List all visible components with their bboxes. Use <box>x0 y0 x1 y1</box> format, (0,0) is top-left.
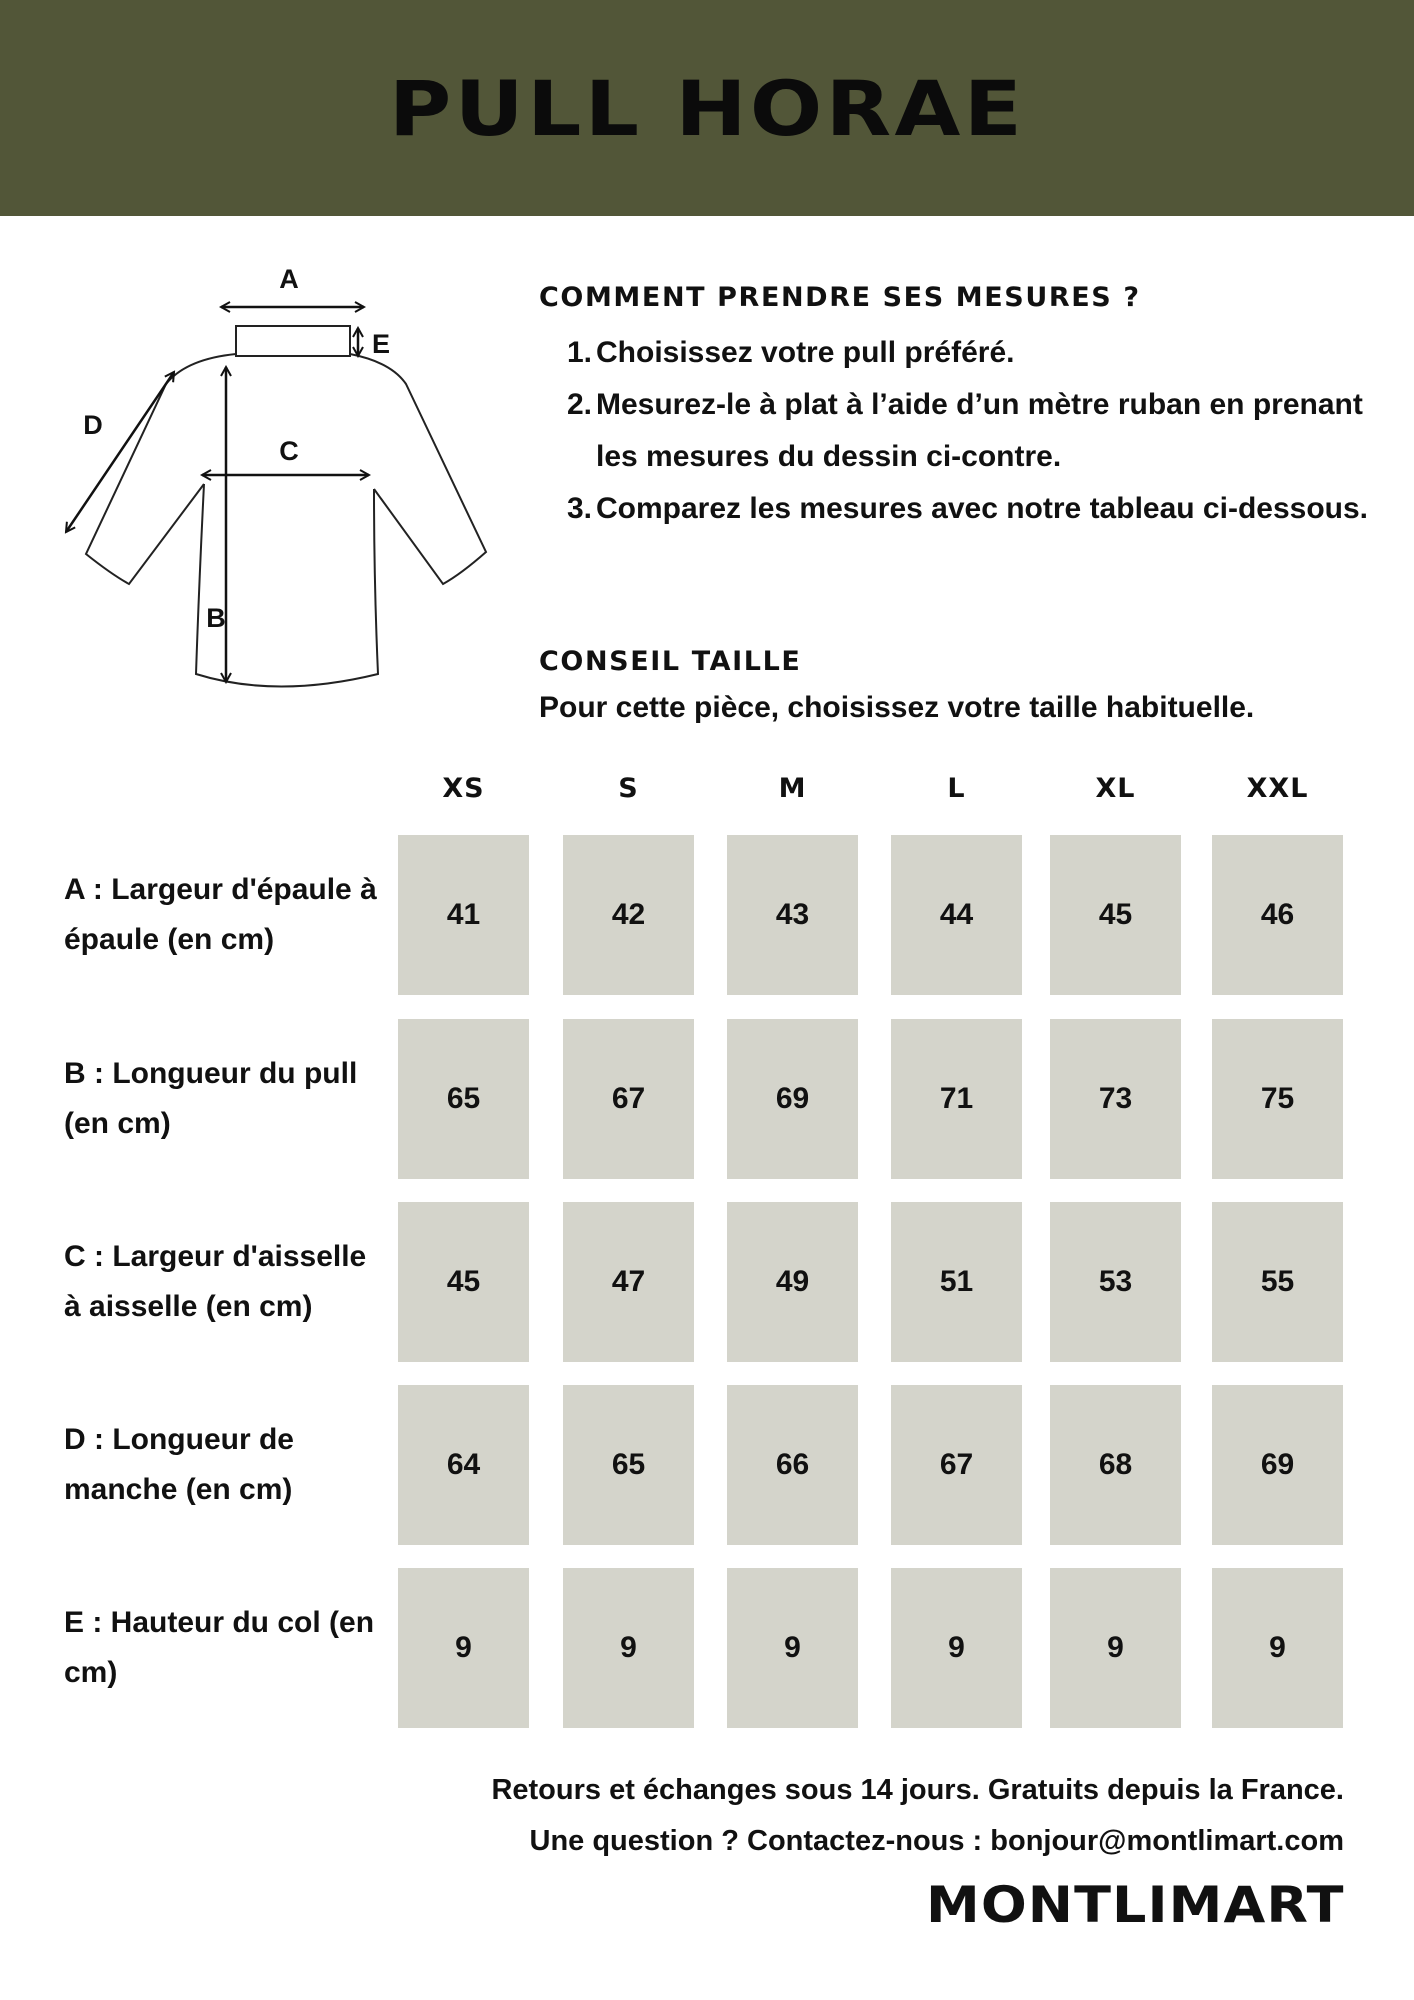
step-number: 1. <box>566 336 592 369</box>
sweater-outline <box>86 326 486 687</box>
instruction-step <box>539 379 1369 483</box>
table-cell: 55 <box>1212 1202 1343 1362</box>
table-cell: 46 <box>1212 835 1343 995</box>
row-label-e: E : Hauteur du col (en cm) <box>64 1606 375 1689</box>
label-a: A <box>279 264 299 294</box>
advice-heading: CONSEIL TAILLE <box>539 646 802 677</box>
step-text: Comparez les mesures avec notre tableau ci-dessous. <box>596 492 1368 525</box>
table-cell: 42 <box>563 835 694 995</box>
table-cell: 68 <box>1050 1385 1181 1545</box>
size-header-l: L <box>947 773 966 804</box>
table-cell: 69 <box>727 1019 858 1179</box>
label-e: E <box>372 329 391 359</box>
table-cell: 64 <box>398 1385 529 1545</box>
instruction-step <box>539 327 1369 379</box>
table-cell: 67 <box>563 1019 694 1179</box>
sweater-diagram <box>56 254 496 704</box>
size-header-xs: XS <box>442 773 485 804</box>
table-cell: 9 <box>563 1568 694 1728</box>
step-text: Mesurez-le à plat à l’aide d’un mètre ruban en prenant les mesures du dessin ci-contre. <box>596 388 1363 473</box>
label-d: D <box>83 410 103 440</box>
size-header-xl: XL <box>1095 773 1136 804</box>
step-number: 2. <box>566 388 592 421</box>
row-label-a: A : Largeur d'épaule à épaule (en cm) <box>64 873 377 956</box>
row-label-b: B : Longueur du pull (en cm) <box>64 1057 358 1140</box>
size-advice <box>539 646 1369 725</box>
table-cell: 44 <box>891 835 1022 995</box>
table-cell: 65 <box>563 1385 694 1545</box>
instructions-heading: COMMENT PRENDRE SES MESURES ? <box>539 282 1141 313</box>
table-cell: 51 <box>891 1202 1022 1362</box>
table-cell: 67 <box>891 1385 1022 1545</box>
table-cell: 47 <box>563 1202 694 1362</box>
returns-info: Retours et échanges sous 14 jours. Gratuits depuis la France. <box>491 1774 1344 1806</box>
measurement-instructions <box>539 282 1369 535</box>
size-header-s: S <box>618 773 639 804</box>
table-cell: 49 <box>727 1202 858 1362</box>
table-cell: 9 <box>891 1568 1022 1728</box>
step-number: 3. <box>566 492 592 525</box>
table-cell: 69 <box>1212 1385 1343 1545</box>
header-banner <box>0 0 1414 216</box>
table-cell: 71 <box>891 1019 1022 1179</box>
arrow-d <box>66 372 174 532</box>
brand-logo: MONTLIMART <box>925 1876 1344 1934</box>
table-cell: 65 <box>398 1019 529 1179</box>
step-text: Choisissez votre pull préféré. <box>596 336 1015 369</box>
label-b: B <box>206 603 226 633</box>
table-cell: 75 <box>1212 1019 1343 1179</box>
row-label-d: D : Longueur de manche (en cm) <box>64 1423 294 1506</box>
table-cell: 9 <box>727 1568 858 1728</box>
table-cell: 53 <box>1050 1202 1181 1362</box>
table-cell: 9 <box>398 1568 529 1728</box>
table-cell: 73 <box>1050 1019 1181 1179</box>
contact-info: Une question ? Contactez-nous : bonjour@montlimart.com <box>529 1825 1344 1857</box>
row-label-c: C : Largeur d'aisselle à aisselle (en cm) <box>64 1240 367 1323</box>
table-cell: 9 <box>1212 1568 1343 1728</box>
label-c: C <box>279 436 299 466</box>
table-cell: 66 <box>727 1385 858 1545</box>
table-cell: 43 <box>727 835 858 995</box>
instruction-step <box>539 483 1369 535</box>
size-header-xxl: XXL <box>1246 773 1309 804</box>
size-header-m: M <box>778 773 807 804</box>
sweater-illustration <box>56 254 496 704</box>
table-cell: 9 <box>1050 1568 1181 1728</box>
table-cell: 45 <box>398 1202 529 1362</box>
advice-text: Pour cette pièce, choisissez votre taille habituelle. <box>539 691 1255 724</box>
instruction-steps <box>539 327 1369 535</box>
product-title: PULL HORAE <box>388 63 1026 153</box>
footer-info <box>491 1765 1344 1867</box>
table-cell: 45 <box>1050 835 1181 995</box>
table-cell: 41 <box>398 835 529 995</box>
